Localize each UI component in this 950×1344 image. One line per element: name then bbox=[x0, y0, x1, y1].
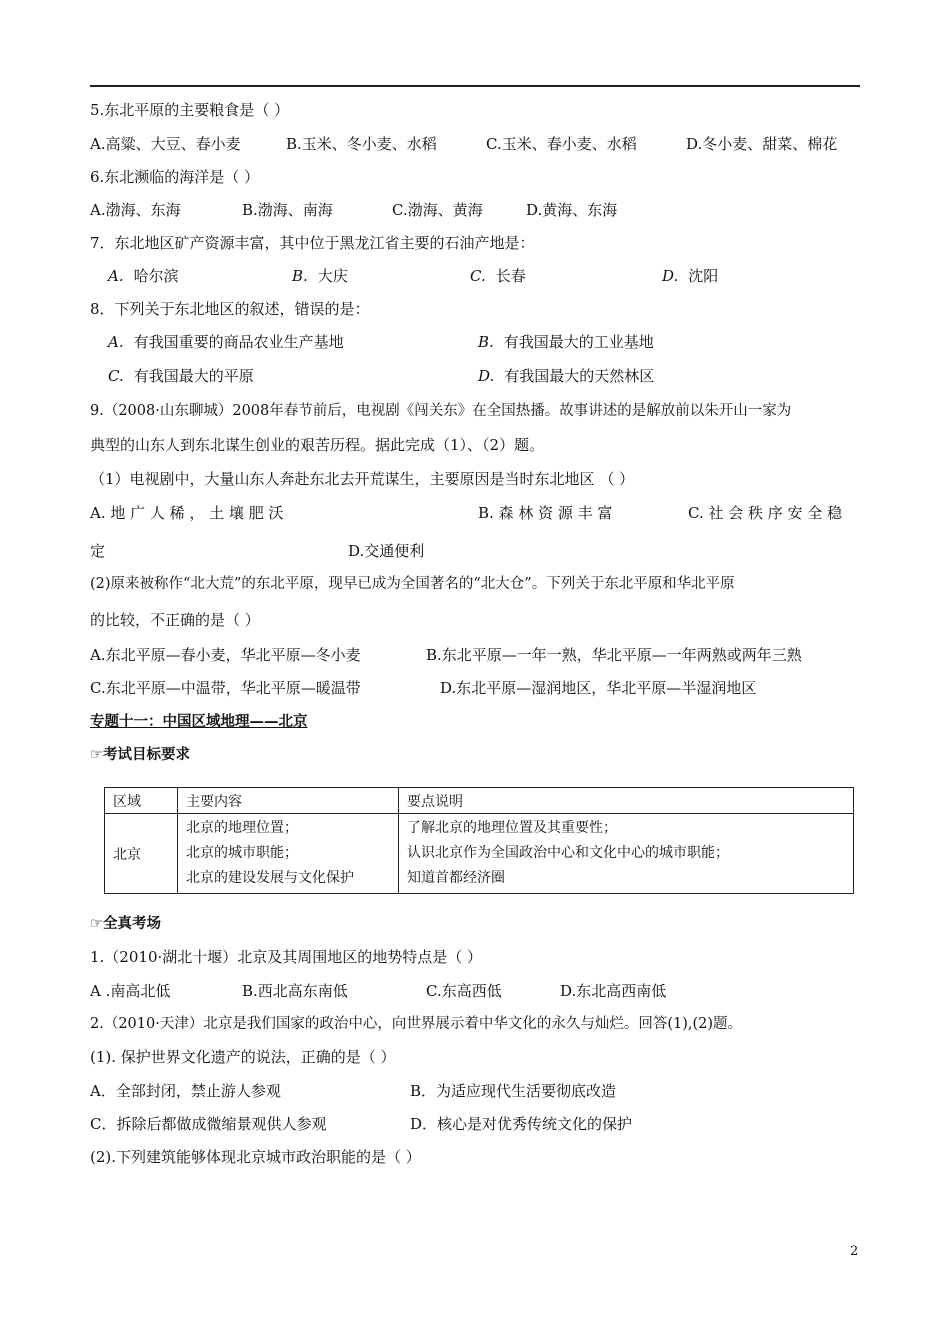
q8-option-a-text: 有我国重要的商品农业生产基地 bbox=[133, 333, 344, 351]
b1-option-b: B.西北高东南低 bbox=[242, 982, 348, 1000]
q9-sub2-option-c: C.东北平原—中温带，华北平原—暖温带 bbox=[90, 679, 361, 697]
q8-option-d bbox=[478, 366, 654, 386]
q6-option-a: A.渤海、东海 bbox=[90, 201, 181, 219]
page-number: 2 bbox=[850, 1244, 859, 1259]
q8-letter-a: A. bbox=[108, 333, 124, 351]
q7-option-c-text: 长春 bbox=[495, 267, 526, 285]
q9-sub2-option-a: A.东北平原—春小麦，华北平原—冬小麦 bbox=[90, 646, 361, 664]
requirements-table bbox=[104, 787, 854, 894]
question-7-stem: 7．东北地区矿产资源丰富，其中位于黑龙江省主要的石油产地是： bbox=[90, 234, 535, 252]
table-cell-region: 北京 bbox=[105, 814, 178, 894]
table-header-notes: 要点说明 bbox=[399, 788, 854, 814]
q7-letter-d: D. bbox=[662, 267, 679, 285]
q8-letter-c: C. bbox=[108, 367, 124, 385]
q8-option-b-text: 有我国最大的工业基地 bbox=[503, 333, 654, 351]
q7-option-b bbox=[292, 266, 348, 286]
table-header-region: 区域 bbox=[105, 788, 178, 814]
b2-sub1-option-b: B．为适应现代生活要彻底改造 bbox=[410, 1082, 617, 1100]
question-8-stem: 8．下列关于东北地区的叙述，错误的是： bbox=[90, 300, 370, 318]
q8-option-a bbox=[108, 332, 344, 352]
b1-option-d: D.东北高西南低 bbox=[560, 982, 667, 1000]
header-rule bbox=[90, 85, 860, 87]
table-cell-contents bbox=[178, 814, 399, 894]
q7-letter-a: A. bbox=[108, 267, 124, 285]
table-cell-notes bbox=[399, 814, 854, 894]
q9-sub1-stem: （1）电视剧中，大量山东人奔赴东北去开荒谋生，主要原因是当时东北地区 （ ） bbox=[90, 470, 635, 488]
q7-option-a bbox=[108, 266, 179, 286]
b2-sub1-option-d: D．核心是对优秀传统文化的保护 bbox=[410, 1115, 633, 1133]
topic-title: 专题十一：中国区域地理——北京 bbox=[90, 714, 308, 730]
table-header-content: 主要内容 bbox=[178, 788, 399, 814]
q7-option-b-text: 大庆 bbox=[317, 267, 348, 285]
q9-sub1-option-c: C. 社 会 秩 序 安 全 稳 bbox=[688, 504, 843, 522]
beijing-question-1-stem: 1.（2010·湖北十堰）北京及其周围地区的地势特点是（ ） bbox=[90, 948, 483, 966]
b1-option-c: C.东高西低 bbox=[426, 982, 502, 1000]
exam-goal-heading: ☞考试目标要求 bbox=[90, 747, 190, 763]
exam-section-heading: ☞全真考场 bbox=[90, 916, 161, 932]
q9-sub1-option-d: D.交通便利 bbox=[348, 542, 425, 560]
q9-sub2-stem-line1: (2)原来被称作“北大荒”的东北平原，现早已成为全国著名的“北大仓”。下列关于东北平原和华北平原 bbox=[90, 576, 735, 592]
table-header-row bbox=[105, 788, 854, 814]
q8-letter-b: B. bbox=[478, 333, 494, 351]
table-row bbox=[105, 814, 854, 894]
q9-sub1-option-c-wrap: 定 bbox=[90, 542, 106, 560]
q8-option-b bbox=[478, 332, 654, 352]
q6-option-b: B.渤海、南海 bbox=[242, 201, 333, 219]
q7-option-d bbox=[662, 266, 718, 286]
note-item: 认识北京作为全国政治中心和文化中心的城市职能； bbox=[407, 845, 729, 861]
q8-option-d-text: 有我国最大的天然林区 bbox=[504, 367, 655, 385]
q8-letter-d: D. bbox=[478, 367, 495, 385]
question-9-stem-line2: 典型的山东人到东北谋生创业的艰苦历程。据此完成（1）、（2）题。 bbox=[90, 436, 545, 454]
b2-sub2-stem: (2).下列建筑能够体现北京城市政治职能的是（ ） bbox=[90, 1148, 421, 1166]
q9-sub2-stem-line2: 的比较，不正确的是（ ） bbox=[90, 611, 260, 629]
b1-option-a: A .南高北低 bbox=[90, 982, 171, 1000]
q7-letter-b: B. bbox=[292, 267, 308, 285]
q7-option-a-text: 哈尔滨 bbox=[133, 267, 179, 285]
content-item: 北京的建设发展与文化保护 bbox=[186, 870, 354, 886]
question-9-stem-line1: 9.（2008·山东聊城）2008年春节前后，电视剧《闯关东》在全国热播。故事讲述的是解放前以朱开山一家为 bbox=[90, 403, 792, 419]
q9-sub1-option-a: A. 地 广 人 稀 ， 土 壤 肥 沃 bbox=[90, 504, 284, 522]
q6-option-d: D.黄海、东海 bbox=[526, 201, 618, 219]
q5-option-a: A.高粱、大豆、春小麦 bbox=[90, 135, 241, 153]
q5-option-c: C.玉米、春小麦、水稻 bbox=[486, 135, 637, 153]
beijing-question-2-stem: 2.（2010·天津）北京是我们国家的政治中心，向世界展示着中华文化的永久与灿烂。回答(1),(2)题。 bbox=[90, 1016, 743, 1032]
q5-option-b: B.玉米、冬小麦、水稻 bbox=[286, 135, 437, 153]
q7-letter-c: C. bbox=[470, 267, 486, 285]
q5-option-d: D.冬小麦、甜菜、棉花 bbox=[686, 135, 838, 153]
note-item: 了解北京的地理位置及其重要性； bbox=[407, 820, 617, 836]
q7-option-c bbox=[470, 266, 526, 286]
b2-sub1-stem: (1). 保护世界文化遗产的说法，正确的是（ ） bbox=[90, 1048, 396, 1066]
q9-sub2-option-d: D.东北平原—湿润地区，华北平原—半湿润地区 bbox=[440, 679, 757, 697]
q9-sub1-option-b: B. 森 林 资 源 丰 富 bbox=[478, 504, 613, 522]
b2-sub1-option-c: C．拆除后都做成微缩景观供人参观 bbox=[90, 1115, 327, 1133]
q7-option-d-text: 沈阳 bbox=[688, 267, 719, 285]
note-item: 知道首都经济圈 bbox=[407, 870, 505, 886]
question-6-stem: 6.东北濒临的海洋是（ ） bbox=[90, 168, 260, 186]
content-item: 北京的地理位置； bbox=[186, 820, 298, 836]
content-item: 北京的城市职能； bbox=[186, 845, 298, 861]
q8-option-c bbox=[108, 366, 254, 386]
q9-sub2-option-b: B.东北平原—一年一熟，华北平原—一年两熟或两年三熟 bbox=[426, 646, 802, 664]
b2-sub1-option-a: A．全部封闭，禁止游人参观 bbox=[90, 1082, 281, 1100]
q6-option-c: C.渤海、黄海 bbox=[392, 201, 483, 219]
question-5-stem: 5.东北平原的主要粮食是（ ） bbox=[90, 101, 290, 119]
q8-option-c-text: 有我国最大的平原 bbox=[133, 367, 254, 385]
